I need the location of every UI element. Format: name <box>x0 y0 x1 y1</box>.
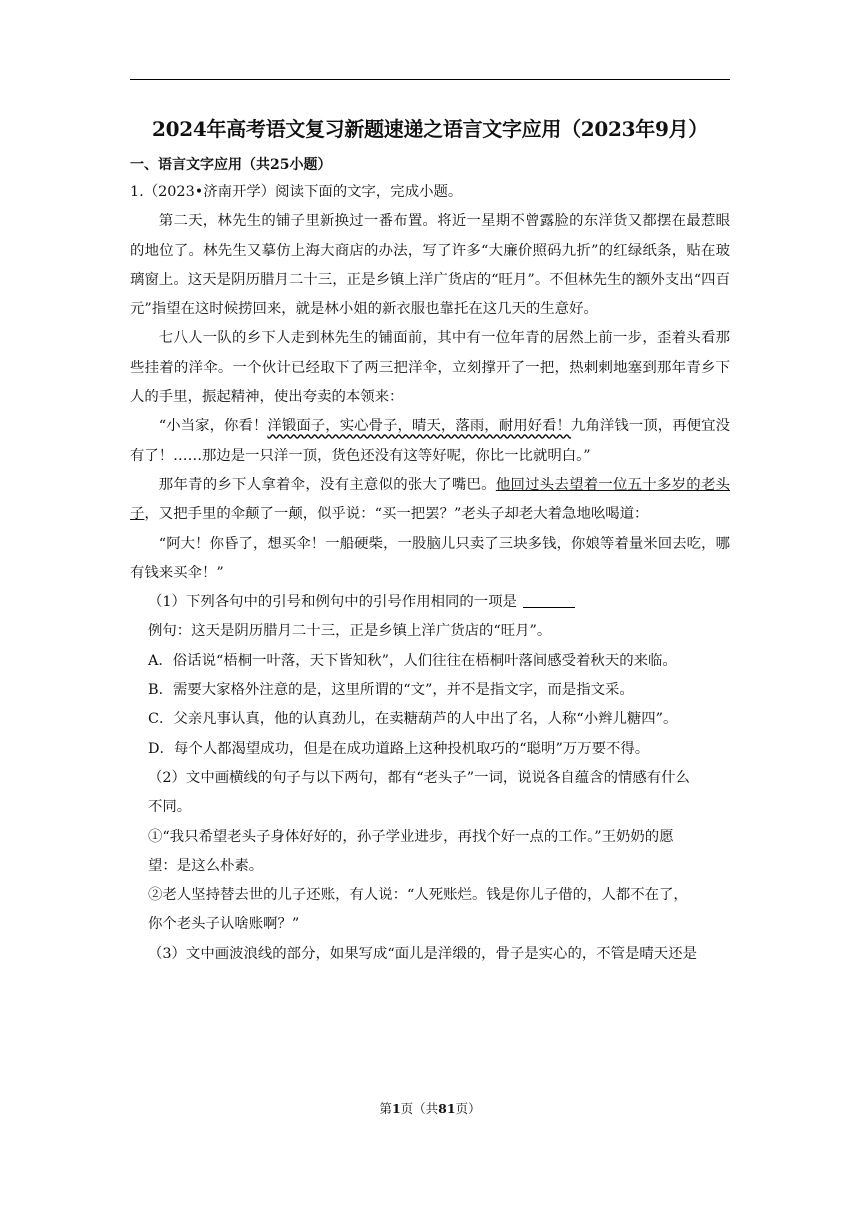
underlined-sentence: 他回过头去望着一位五十多岁的老头子 <box>130 476 730 523</box>
passage-paragraph-2: 七八人一队的乡下人走到林先生的铺面前，其中有一位年青的居然上前一步，歪着头看那些挂着的洋伞。一个伙计已经取下了两三把洋伞，立刻撑开了一把，热剌剌地塞到那年青乡下人的手里，振起精神，使出夸卖的本领来： <box>130 330 730 406</box>
sub-question-3: （3）文中画波浪线的部分，如果写成“面儿是洋缎的，骨子是实心的，不管是晴天还是 <box>148 945 697 962</box>
option-d: D．每个人都渴望成功，但是在成功道路上这种投机取巧的“聪明”万万要不得。 <box>148 740 650 757</box>
section-heading: 一、语言文字应用（共25小题） <box>130 157 332 173</box>
header-rule <box>130 79 730 80</box>
option-a: A．俗话说“梧桐一叶落，天下皆知秋”，人们往往在梧桐叶落间感受着秋天的来临。 <box>148 652 677 669</box>
option-c: C．父亲凡事认真，他的认真劲儿，在卖糖葫芦的人中出了名，人称“小辫儿糖四”。 <box>148 711 678 728</box>
document-content <box>130 112 730 969</box>
example-sentence: 例句：这天是阴历腊月二十三，正是乡镇上洋广货店的“旺月”。 <box>148 623 552 640</box>
passage-paragraph-3: “小当家，你看！洋锻面子，实心骨子，晴天，落雨，耐用好看！九角洋钱一顶，再便宜没有了！……那边是一只洋一顶，货色还没有这等好呢，你比一比就明白。” <box>130 418 730 464</box>
question-1-stem: 1.（2023•济南开学）阅读下面的文字，完成小题。 <box>130 184 463 200</box>
wavy-underlined-text: 洋锻面子，实心骨子，晴天，落雨，耐用好看！ <box>267 418 572 435</box>
total-pages: 81 <box>438 1101 456 1116</box>
passage-paragraph-4: 那年青的乡下人拿着伞，没有主意似的张大了嘴巴。他回过头去望着一位五十多岁的老头子，又把手里的伞颠了一颠，似乎说：“买一把罢？”老头子却老大着急地吆喝道： <box>130 476 730 523</box>
document-title: 2024年高考语文复习新题速递之语言文字应用（2023年9月） <box>152 117 708 141</box>
option-b: B．需要大家格外注意的是，这里所谓的“文”，并不是指文字，而是指文采。 <box>148 682 634 699</box>
passage-paragraph-5: “阿大！你昏了，想买伞！一船硬柴，一股脑儿只卖了三块多钱，你娘等着量米回去吃，哪有钱来买伞！” <box>130 535 730 581</box>
sub-question-1: （1）下列各句中的引号和例句中的引号作用相同的一项是 <box>130 588 730 617</box>
sentence-1: ①“我只希望老头子身体好好的，孙子学业进步，再找个好一点的工作。”王奶奶的愿 <box>148 828 674 845</box>
passage-paragraph-1: 第二天，林先生的铺子里新换过一番布置。将近一星期不曾露脸的东洋货又都摆在最惹眼的地位了。林先生又摹仿上海大商店的办法，写了许多“大廉价照码九折”的红绿纸条，贴在玻璃窗上。这天是阴历腊月二十三，正是乡镇上洋广货店的“旺月”。不但林先生的额外支出“四百元”指望在这时候捞回来，就是林小姐的新衣服也靠托在这几天的生意好。 <box>130 213 730 318</box>
sentence-2: ②老人坚持替去世的儿子还账，有人说：“人死账烂。钱是你儿子借的，人都不在了， <box>148 887 688 904</box>
sub-question-2-cont: 不同。 <box>148 799 192 816</box>
sentence-2-cont: 你个老头子认啥账啊？” <box>148 916 300 933</box>
sub-question-2: （2）文中画横线的句子与以下两句，都有“老头子”一词，说说各自蕴含的情感有什么 <box>148 769 690 786</box>
sentence-1-cont: 望：是这么朴素。 <box>148 857 264 874</box>
page-footer: 第1页（共81页） <box>379 1101 481 1116</box>
answer-blank <box>523 593 575 608</box>
page-number: 1 <box>391 1101 401 1116</box>
